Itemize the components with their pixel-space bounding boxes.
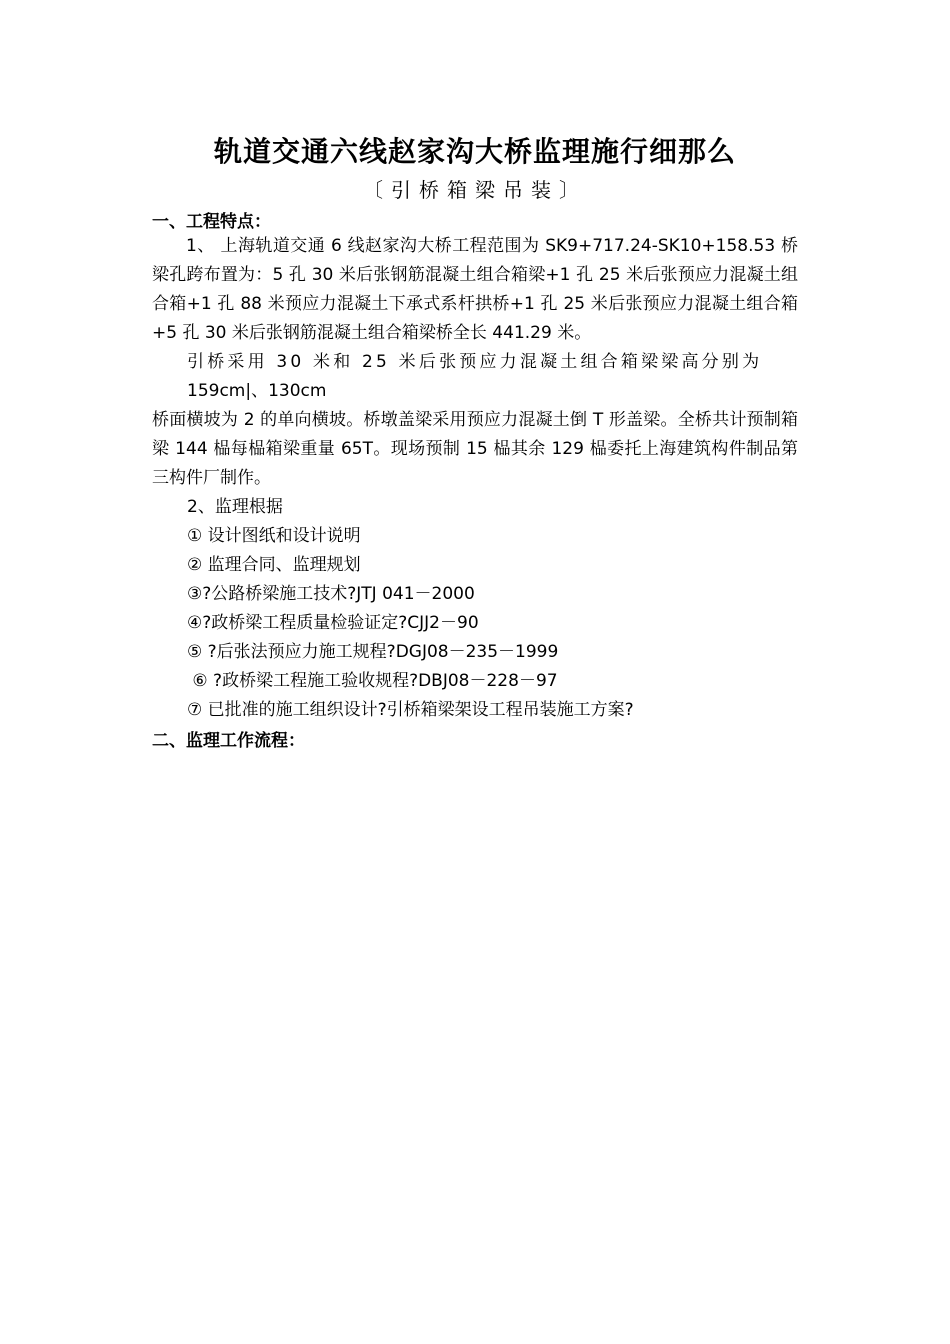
section-heading-workflow: 二、监理工作流程： [152, 731, 305, 751]
basis-item: ⑤ ?后张法预应力施工规程?DGJ08－235－1999 [187, 642, 559, 662]
document-subtitle: 〔引桥箱梁吊装〕 [363, 178, 587, 202]
basis-item: ② 监理合同、监理规划 [187, 555, 361, 575]
basis-item: ⑥ ?政桥梁工程施工验收规程?DBJ08－228－97 [187, 671, 558, 691]
paragraph-beam-height-line1: 引桥采用 30 米和 25 米后张预应力混凝土组合箱梁梁高分别为 [187, 352, 763, 372]
paragraph-deck-details: 桥面横坡为 2 的单向横坡。桥墩盖梁采用预应力混凝土倒 T 形盖梁。全桥共计预制箱梁 144 榀每榀箱梁重量 65T。现场预制 15 榀其余 129 榀委托上海建筑构件制品第三构件厂制作。 [152, 410, 798, 488]
document-title: 轨道交通六线赵家沟大桥监理施行细那么 [213, 135, 736, 168]
basis-item: ③?公路桥梁施工技术?JTJ 041－2000 [187, 584, 475, 604]
paragraph-beam-height-line2: 159cm|、130cm [187, 381, 327, 401]
basis-item: ⑦ 已批准的施工组织设计?引桥箱梁架设工程吊装施工方案? [187, 700, 634, 720]
basis-heading: 2、监理根据 [187, 497, 283, 517]
paragraph-project-scope: 1、 上海轨道交通 6 线赵家沟大桥工程范围为 SK9+717.24-SK10+158.53 桥梁孔跨布置为：5 孔 30 米后张钢筋混凝土组合箱梁+1 孔 25 米后张预应力混凝土组合箱+1 孔 88 米预应力混凝土下承式系杆拱桥+1 孔 25 米后张预应力混凝土组合箱+5 孔 30 米后张钢筋混凝土组合箱梁桥全长 441.29 米。 [152, 236, 798, 343]
basis-item: ④?政桥梁工程质量检验证定?CJJ2－90 [187, 613, 479, 633]
section-heading-project-features: 一、工程特点： [152, 212, 271, 232]
basis-item: ① 设计图纸和设计说明 [187, 526, 361, 546]
